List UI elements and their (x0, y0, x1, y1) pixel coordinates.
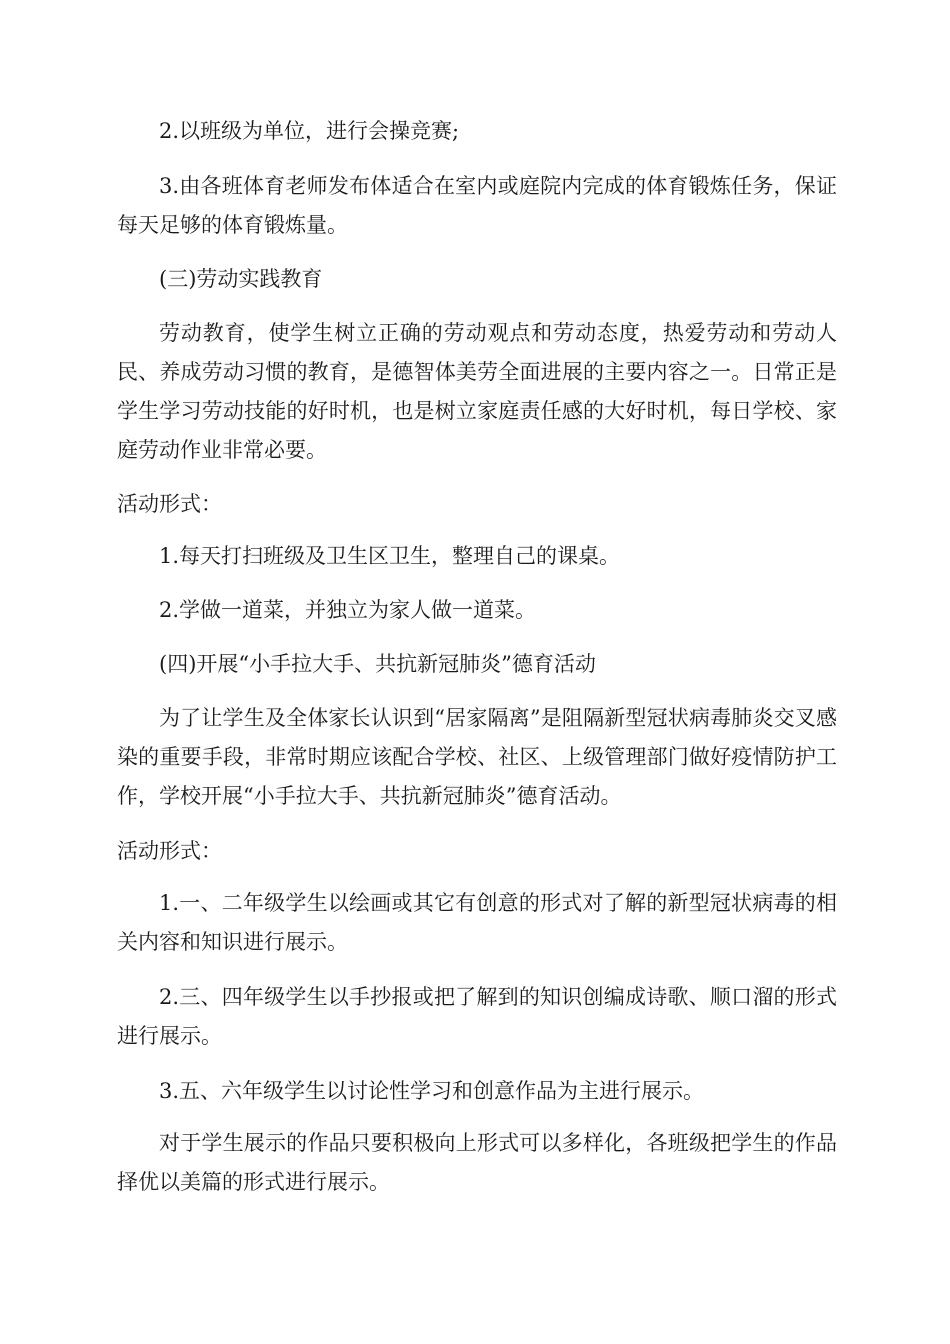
section-heading-labor-education: (三)劳动实践教育 (159, 267, 323, 291)
paragraph-labor-education: 劳动教育，使学生树立正确的劳动观点和劳动态度，热爱劳动和劳动人民、养成劳动习惯的教育，是德智体美劳全面进展的主要内容之一。日常正是学生学习劳动技能的好时机，也是树立家庭责任感的大好时机，每日学校、家庭劳动作业非常必要。 (117, 321, 837, 462)
list-item-cooking: 2.学做一道菜，并独立为家人做一道菜。 (159, 598, 537, 622)
list-item-pe-tasks: 3.由各班体育老师发布体适合在室内或庭院内完成的体育锻炼任务，保证每天足够的体育锻炼量。 (117, 174, 837, 237)
list-item-class-drill-competition: 2.以班级为单位，进行会操竞赛; (159, 119, 460, 143)
section-heading-moral-activity: (四)开展“小手拉大手、共抗新冠肺炎”德育活动 (159, 652, 596, 676)
paragraph-home-isolation: 为了让学生及全体家长认识到“居家隔离”是阻隔新型冠状病毒肺炎交叉感染的重要手段，非常时期应该配合学校、社区、上级管理部门做好疫情防护工作，学校开展“小手拉大手、共抗新冠肺炎”德育活动。 (117, 706, 837, 808)
paragraph-works-display: 对于学生展示的作品只要积极向上形式可以多样化，各班级把学生的作品择优以美篇的形式进行展示。 (117, 1131, 837, 1194)
list-item-grades-5-6: 3.五、六年级学生以讨论性学习和创意作品为主进行展示。 (159, 1079, 705, 1103)
activity-form-label-1: 活动形式： (117, 492, 222, 516)
list-item-cleaning: 1.每天打扫班级及卫生区卫生，整理自己的课桌。 (159, 544, 621, 568)
activity-form-label-2: 活动形式： (117, 839, 222, 863)
list-item-grades-3-4: 2.三、四年级学生以手抄报或把了解到的知识创编成诗歌、顺口溜的形式进行展示。 (117, 985, 837, 1048)
list-item-grades-1-2: 1.一、二年级学生以绘画或其它有创意的形式对了解的新型冠状病毒的相关内容和知识进行展示。 (117, 891, 837, 954)
